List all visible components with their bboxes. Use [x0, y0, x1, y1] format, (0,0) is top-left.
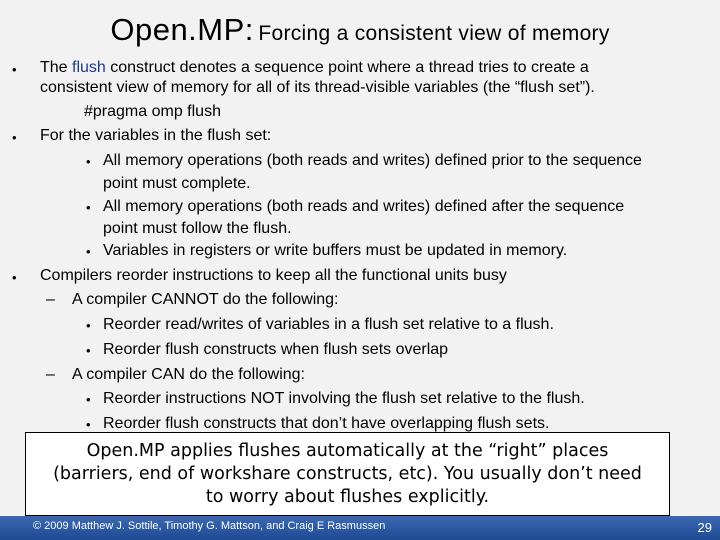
sub-bullet-marker: • [86, 417, 91, 432]
copyright-text: © 2009 Matthew J. Sottile, Timothy G. Mattson, and Craig E Rasmussen [33, 520, 386, 532]
bullet-1-rest: construct denotes a sequence point where a thread tries to create a [105, 59, 589, 76]
sub-bullet-1-a: All memory operations (both reads and writes) defined prior to the sequence [103, 152, 642, 169]
callout-line-3: to worry about flushes explicitly. [205, 487, 490, 507]
sub-bullet-3: Variables in registers or write buffers must be updated in memory. [103, 242, 568, 259]
sub-bullet-1-b: point must complete. [103, 175, 251, 192]
dash-1-sub-2: Reorder flush constructs when flush sets overlap [103, 341, 449, 358]
sub-bullet-marker: • [86, 200, 91, 215]
callout-line-1: Open.MP applies flushes automatically at the “right” places [86, 441, 609, 461]
slide-title [0, 12, 720, 48]
bullet-marker: • [12, 270, 17, 285]
bullet-2: For the variables in the flush set: [40, 127, 272, 144]
sub-bullet-marker: • [86, 244, 91, 259]
sub-bullet-marker: • [86, 318, 91, 333]
bullet-1-line-1 [40, 58, 589, 78]
bullet-marker: • [12, 62, 17, 77]
dash-marker: – [46, 366, 55, 383]
flush-keyword: flush [72, 59, 106, 76]
sub-bullet-2-b: point must follow the flush. [103, 220, 292, 237]
title-main: Open.MP: [110, 12, 254, 47]
callout-box [25, 432, 670, 516]
bullet-marker: • [12, 130, 17, 145]
sub-bullet-marker: • [86, 343, 91, 358]
dash-1: A compiler CANNOT do the following: [72, 291, 339, 308]
sub-bullet-marker: • [86, 392, 91, 407]
dash-2: A compiler CAN do the following: [72, 366, 305, 383]
bullet-1-prefix: The [40, 59, 73, 76]
title-subtitle: Forcing a consistent view of memory [258, 22, 610, 45]
bullet-3: Compilers reorder instructions to keep all the functional units busy [40, 267, 507, 284]
callout-line-2: (barriers, end of workshare constructs, etc). You usually don’t need [53, 464, 642, 484]
bullet-1-line-2: consistent view of memory for all of its thread-visible variables (the “flush set”). [40, 79, 595, 96]
sub-bullet-marker: • [86, 154, 91, 169]
dash-2-sub-2: Reorder flush constructs that don’t have overlapping flush sets. [103, 415, 550, 432]
dash-marker: – [46, 291, 55, 308]
page-number: 29 [697, 520, 712, 535]
dash-1-sub-1: Reorder read/writes of variables in a flush set relative to a flush. [103, 316, 554, 333]
dash-2-sub-1: Reorder instructions NOT involving the flush set relative to the flush. [103, 390, 585, 407]
footer-bar [0, 516, 720, 540]
sub-bullet-2-a: All memory operations (both reads and writes) defined after the sequence [103, 198, 625, 215]
code-pragma: #pragma omp flush [84, 103, 221, 120]
